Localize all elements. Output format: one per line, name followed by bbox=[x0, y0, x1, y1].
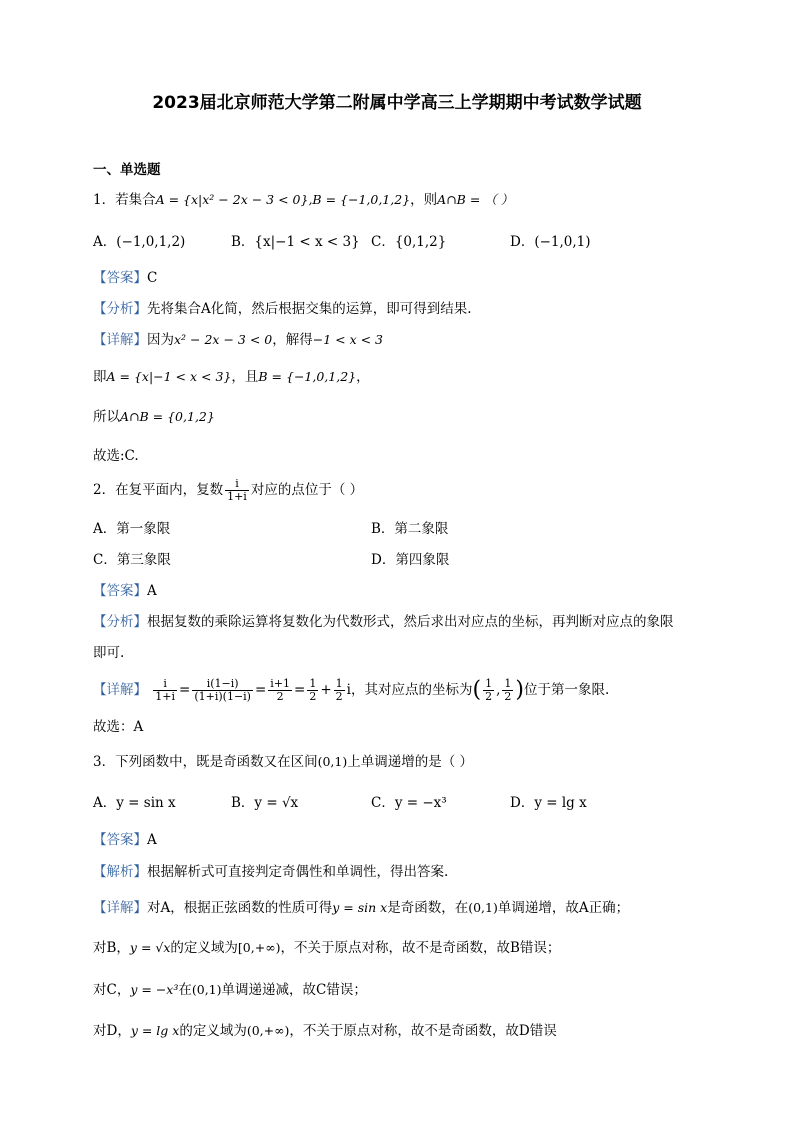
q2-d-i: i bbox=[346, 682, 351, 698]
q1-d2c: B = {−1,0,1,2} bbox=[258, 369, 357, 384]
detail-tag: 【详解】 bbox=[93, 682, 147, 698]
q3-dc-1: 对C， bbox=[93, 982, 131, 998]
q1-set-a: A = {x|x² − 2x − 3 < 0} bbox=[155, 192, 309, 207]
q3-detail-b bbox=[93, 938, 560, 958]
q3-db-2: 的定义域为 bbox=[170, 940, 238, 956]
q1-stem-pre: 1．若集合 bbox=[93, 192, 156, 208]
q1-d3m: A∩B = {0,1,2} bbox=[120, 409, 215, 424]
q2-d-end: 位于第一象限. bbox=[523, 682, 610, 698]
q1-option-c: C．{0,1,2} bbox=[371, 234, 447, 250]
q2-d-pt-1 bbox=[483, 678, 494, 703]
q1-d1b: ，解得 bbox=[272, 332, 313, 348]
q2-d-eq-3: = bbox=[294, 682, 306, 698]
detail-tag: 【详解】 bbox=[93, 900, 147, 916]
q3-option-b: B．y = √x bbox=[231, 795, 299, 811]
q2-frac-den: 1+i bbox=[227, 490, 247, 503]
q2-stem-pre: 2．在复平面内，复数 bbox=[93, 482, 224, 498]
q2-d-f2-den: (1+i)(1−i) bbox=[194, 690, 251, 703]
q2-d-f3-num: i+1 bbox=[270, 677, 291, 690]
q2-d-plus: + bbox=[320, 682, 332, 698]
q1-detail-line-1 bbox=[93, 330, 383, 350]
q3-detail-c bbox=[93, 980, 367, 1000]
q3-dc-2: 在 bbox=[178, 982, 192, 998]
q1-ask: A∩B = （ ） bbox=[437, 192, 514, 207]
question-1-stem bbox=[93, 190, 513, 210]
q3-interval: (0,1) bbox=[317, 754, 348, 769]
q2-answer-value: A bbox=[147, 583, 157, 599]
q2-stem-post: 对应的点位于（ ） bbox=[250, 482, 364, 498]
q3-db-1: 对B， bbox=[93, 940, 130, 956]
q1-d2a: 即 bbox=[93, 369, 107, 385]
q2-left-paren: ( bbox=[472, 677, 482, 703]
q1-d2m: A = {x|−1 < x < 3} bbox=[106, 369, 232, 384]
q1-option-d: D．(−1,0,1) bbox=[510, 234, 591, 250]
q3-detail-d bbox=[93, 1021, 557, 1041]
page-title: 2023届北京师范大学第二附属中学高三上学期期中考试数学试题 bbox=[152, 93, 642, 113]
q3-dd-m: y = lg x bbox=[130, 1023, 180, 1038]
q3-da-3: 单调递增，故A正确； bbox=[497, 900, 630, 916]
q3-da-2: 是奇函数，在 bbox=[387, 900, 469, 916]
q2-d-f5-num: 1 bbox=[335, 677, 343, 690]
q2-d-f4-den: 2 bbox=[309, 690, 317, 703]
q2-d-f4-num: 1 bbox=[309, 677, 317, 690]
q3-dc-i: (0,1) bbox=[191, 982, 222, 997]
q3-answer-value: A bbox=[147, 832, 157, 848]
q2-d-frac-3 bbox=[268, 678, 292, 703]
q2-d-f1-num: i bbox=[153, 678, 177, 691]
q2-d-frac-5 bbox=[334, 678, 345, 703]
q1-option-b: B．{x|−1 < x < 3} bbox=[231, 234, 360, 250]
q2-option-b: B．第二象限 bbox=[371, 521, 449, 537]
q2-d-pt-2 bbox=[502, 678, 513, 703]
q2-conclusion: 故选：A bbox=[93, 719, 144, 735]
q3-dc-3: 单调递递减，故C错误； bbox=[221, 982, 367, 998]
q3-detail-a bbox=[93, 898, 629, 918]
q2-d-frac-2 bbox=[192, 678, 253, 703]
q2-analysis-line-1 bbox=[93, 612, 674, 632]
q2-option-a: A．第一象限 bbox=[93, 521, 171, 537]
q1-set-b: ,B = {−1,0,1,2} bbox=[308, 192, 411, 207]
q1-d2b: ，且 bbox=[231, 369, 259, 385]
q3-option-c: C．y = −x³ bbox=[371, 795, 447, 811]
question-3-stem bbox=[93, 752, 473, 772]
q1-d1a: 因为 bbox=[147, 332, 174, 348]
q2-d-frac-4 bbox=[307, 678, 318, 703]
q2-d-f3-den: 2 bbox=[276, 690, 284, 703]
q3-option-a: A．y = sin x bbox=[93, 795, 176, 811]
q1-answer bbox=[93, 268, 157, 288]
q3-db-3: ，不关于原点对称，故不是奇函数，故B错误； bbox=[280, 940, 561, 956]
q3-dd-1: 对D， bbox=[93, 1023, 131, 1039]
q2-d-eq-2: = bbox=[254, 682, 267, 698]
analysis-tag: 【分析】 bbox=[93, 614, 147, 630]
q3-dc-m: y = −x³ bbox=[130, 982, 179, 997]
q2-pt-den-2: 2 bbox=[504, 690, 512, 703]
analysis-tag: 【分析】 bbox=[93, 301, 147, 317]
q2-d-f1-den: 1+i bbox=[155, 690, 176, 703]
q1-stem-post: ，则 bbox=[410, 192, 438, 208]
q2-d-eq-1: = bbox=[179, 682, 191, 698]
q1-conclusion: 故选:C. bbox=[93, 448, 139, 464]
q1-d2d: ， bbox=[356, 369, 370, 385]
q3-option-d: D．y = lg x bbox=[510, 795, 587, 811]
q3-da-m: y = sin x bbox=[332, 900, 388, 915]
q3-dd-3: ，不关于原点对称，故不是奇函数，故D错误 bbox=[289, 1023, 557, 1039]
answer-tag: 【答案】 bbox=[93, 583, 147, 599]
q3-jiexi bbox=[93, 862, 448, 882]
q1-d1m: x² − 2x − 3 < 0 bbox=[174, 332, 273, 347]
q1-detail-line-2 bbox=[93, 367, 370, 387]
q2-pt-num-1: 1 bbox=[485, 677, 493, 690]
q1-d3a: 所以 bbox=[93, 409, 120, 425]
q2-d-f5-den: 2 bbox=[335, 690, 343, 703]
q2-frac-num: i bbox=[225, 478, 249, 491]
q3-dd-i: (0,+∞) bbox=[246, 1023, 290, 1038]
q1-d1c: −1 < x < 3 bbox=[312, 332, 384, 347]
q2-d-mid: ，其对应点的坐标为 bbox=[350, 682, 473, 698]
q2-right-paren: ) bbox=[515, 677, 524, 703]
jiexi-tag: 【解析】 bbox=[93, 864, 147, 880]
q1-detail-line-3 bbox=[93, 407, 215, 427]
answer-tag: 【答案】 bbox=[93, 832, 147, 848]
q3-answer bbox=[93, 830, 157, 850]
q2-detail: 【详解】 $\frac{i}{1+i}$ = $\frac{i(1-i)}{(1+i)(1-i)}$ = $\frac{i+1}{2}$ = $\frac{1}{2}$ + $\frac{1}{2}$ i，其对应点的坐标为( $\frac{1}{2}$ , $\frac{1}{2}$ )位于第一象限. bbox=[93, 677, 610, 703]
q2-analysis-line-2: 即可. bbox=[93, 645, 125, 661]
detail-tag: 【详解】 bbox=[93, 332, 147, 348]
q3-jiexi-text: 根据解析式可直接判定奇偶性和单调性，得出答案. bbox=[147, 864, 449, 880]
q1-analysis bbox=[93, 299, 472, 319]
q3-db-i: [0,+∞) bbox=[237, 940, 281, 955]
q2-pt-num-2: 1 bbox=[504, 677, 512, 690]
q2-d-frac-1 bbox=[153, 678, 177, 703]
q3-stem-post: 上单调递增的是（ ） bbox=[347, 754, 474, 770]
q2-option-c: C．第三象限 bbox=[93, 552, 171, 568]
q2-d-f2-num: i(1−i) bbox=[192, 678, 253, 691]
answer-tag: 【答案】 bbox=[93, 270, 147, 286]
q2-pt-den-1: 2 bbox=[485, 690, 493, 703]
q3-da-i: (0,1) bbox=[468, 900, 498, 915]
q1-option-a: A．(−1,0,1,2) bbox=[93, 234, 186, 250]
section-heading: 一、单选题 bbox=[93, 162, 161, 178]
q2-fraction bbox=[225, 478, 249, 503]
q3-stem-pre: 3．下列函数中，既是奇函数又在区间 bbox=[93, 754, 318, 770]
q3-db-m: y = √x bbox=[129, 940, 171, 955]
q1-analysis-text: 先将集合A化简，然后根据交集的运算，即可得到结果. bbox=[147, 301, 472, 317]
q3-da-1: 对A，根据正弦函数的性质可得 bbox=[147, 900, 333, 916]
q2-option-d: D．第四象限 bbox=[371, 552, 450, 568]
q1-answer-value: C bbox=[147, 270, 158, 286]
q3-dd-2: 的定义域为 bbox=[179, 1023, 247, 1039]
q2-analysis-text-1: 根据复数的乘除运算将复数化为代数形式，然后求出对应点的坐标，再判断对应点的象限 bbox=[147, 614, 674, 630]
question-2-stem bbox=[93, 478, 363, 503]
q2-answer bbox=[93, 581, 157, 601]
